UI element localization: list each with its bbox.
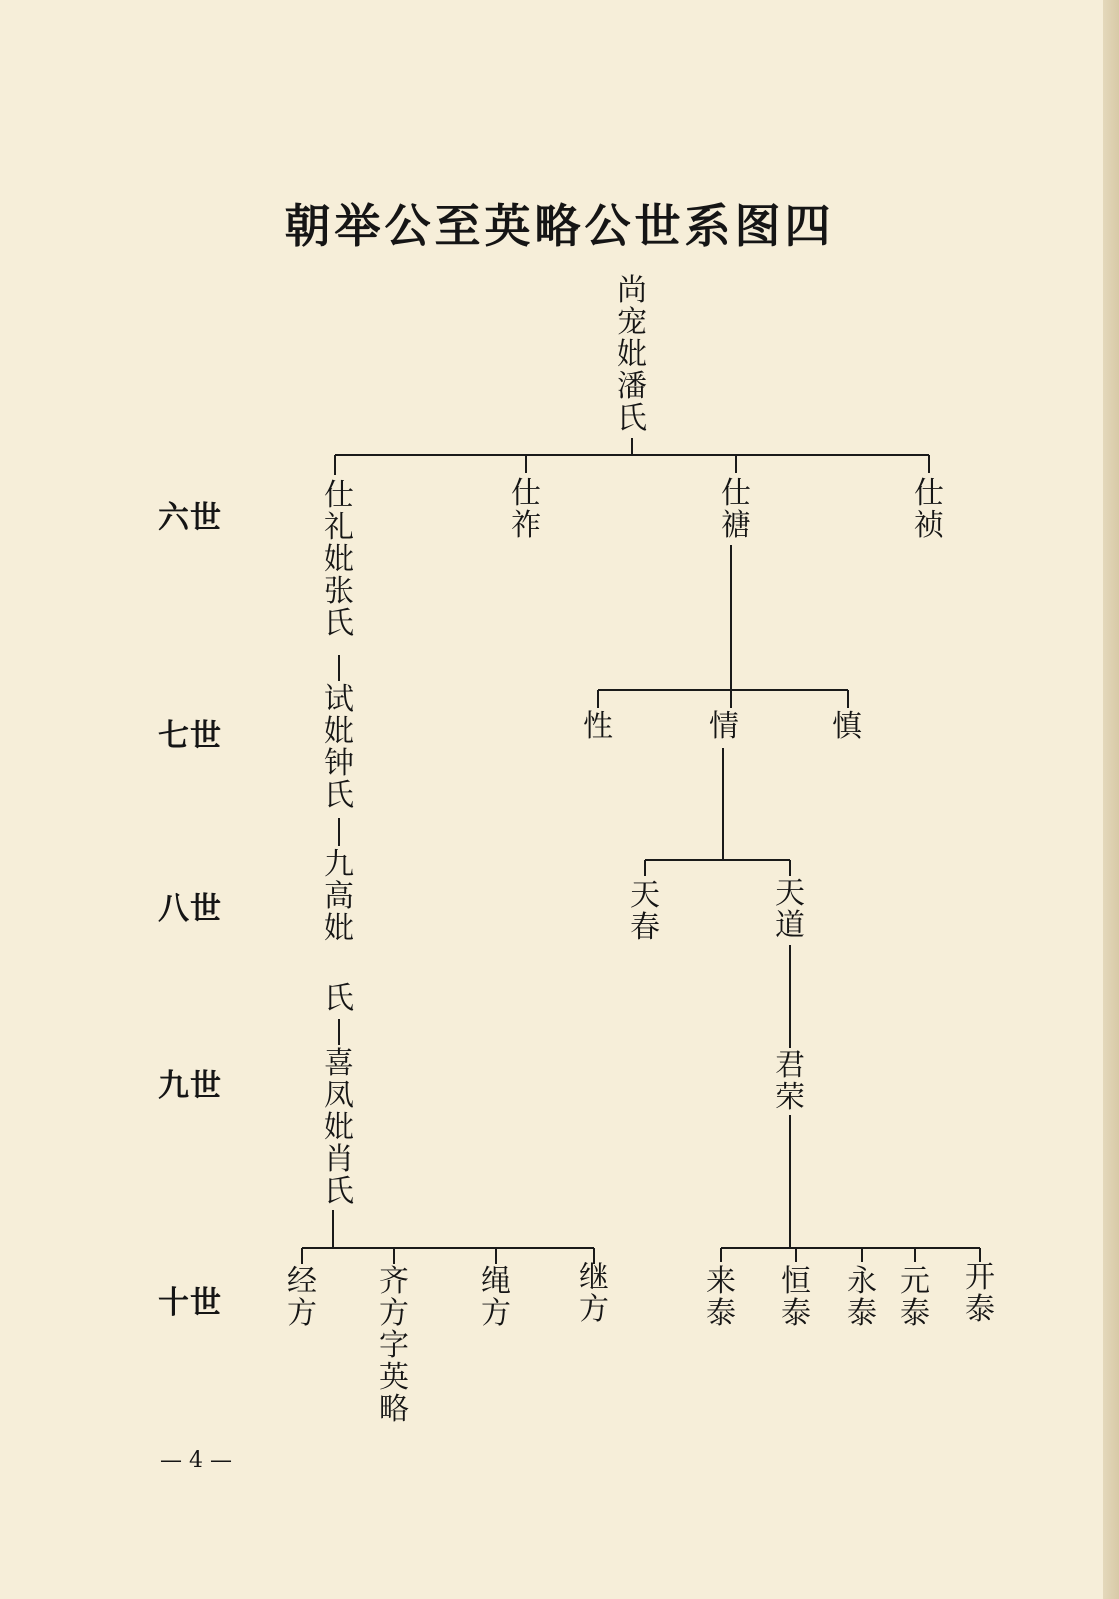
gen6-member-3: 仕禟 bbox=[721, 476, 751, 543]
page-title: 朝举公至英略公世系图四 bbox=[284, 199, 835, 253]
gen9-lineage-member: 喜凤妣肖氏 bbox=[324, 1046, 354, 1209]
page-number: — 4 — bbox=[160, 1448, 232, 1473]
page-number-value: 4 bbox=[189, 1448, 203, 1473]
gen8-member-1: 天春 bbox=[630, 878, 660, 945]
gen8-lineage-member: 九高妣 bbox=[324, 847, 354, 946]
gen10-member-6: 恒泰 bbox=[781, 1264, 811, 1331]
root-ancestor: 尚宠妣潘氏 bbox=[617, 273, 647, 436]
generation-label-10: 十世 bbox=[158, 1285, 222, 1321]
gen10-member-3: 绳方 bbox=[481, 1264, 511, 1331]
gen7-lineage-member: 试妣钟氏 bbox=[324, 682, 354, 813]
gen10-member-2: 齐方字英略 bbox=[379, 1264, 409, 1427]
gen6-member-4: 仕祯 bbox=[914, 476, 944, 543]
gen8-lineage-surname: 氏 bbox=[324, 981, 354, 1016]
gen6-member-1: 仕礼妣张氏 bbox=[324, 478, 354, 641]
generation-label-6: 六世 bbox=[158, 500, 222, 536]
generation-label-9: 九世 bbox=[158, 1068, 222, 1104]
gen7-member-1: 性 bbox=[583, 709, 613, 744]
gen10-member-5: 来泰 bbox=[706, 1264, 736, 1331]
generation-label-8: 八世 bbox=[158, 891, 222, 927]
gen10-member-4: 继方 bbox=[579, 1260, 609, 1327]
gen7-member-2: 情 bbox=[709, 709, 739, 744]
generation-label-7: 七世 bbox=[158, 718, 222, 754]
gen8-member-2: 天道 bbox=[775, 876, 805, 943]
gen10-member-7: 永泰 bbox=[847, 1264, 877, 1331]
gen10-member-1: 经方 bbox=[287, 1264, 317, 1331]
gen9-member-1: 君荣 bbox=[775, 1048, 805, 1115]
gen7-member-3: 慎 bbox=[832, 709, 862, 744]
gen10-member-8: 元泰 bbox=[900, 1264, 930, 1331]
gen6-member-2: 仕祚 bbox=[511, 476, 541, 543]
gen10-member-9: 开泰 bbox=[965, 1260, 995, 1327]
